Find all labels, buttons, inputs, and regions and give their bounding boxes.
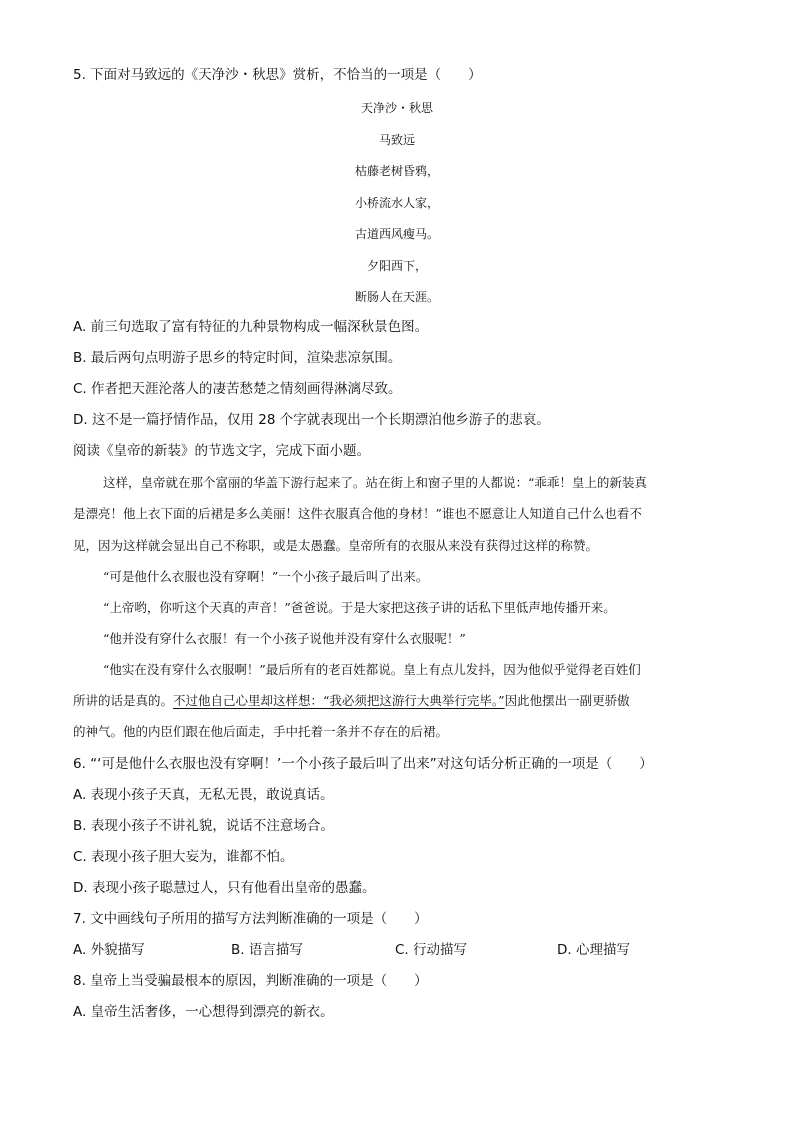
q7-option-b: B. 语言描写: [231, 942, 303, 958]
poem-line: 断肠人在天涯。: [354, 290, 439, 304]
passage-line: [73, 692, 630, 710]
q5-option-b: B. 最后两句点明游子思乡的特定时间，渲染悲凉氛围。: [73, 350, 402, 366]
passage-line: “可是他什么衣服也没有穿啊！”一个小孩子最后叫了出来。: [103, 569, 429, 584]
poem-line: 小桥流水人家，: [354, 196, 439, 210]
q6-option-b: B. 表现小孩子不讲礼貌，说话不注意场合。: [73, 818, 334, 834]
q7-option-d: D. 心理描写: [557, 942, 630, 958]
q8-stem: 8. 皇帝上当受骗最根本的原因，判断准确的一项是（ ）: [73, 973, 428, 989]
q5-option-c: C. 作者把天涯沦落人的凄苦愁楚之情刻画得淋漓尽致。: [73, 381, 402, 397]
q5-option-a: A. 前三句选取了富有特征的九种景物构成一幅深秋景色图。: [73, 319, 429, 335]
passage-text: 因此他摆出一副更骄傲: [504, 693, 630, 708]
passage-text: 所讲的话是真的。: [73, 693, 174, 708]
q8-option-a: A. 皇帝生活奢侈，一心想得到漂亮的新衣。: [73, 1004, 334, 1020]
q6-option-a: A. 表现小孩子天真，无私无畏，敢说真话。: [73, 787, 334, 803]
q6-stem: 6. “‘可是他什么衣服也没有穿啊！’一个小孩子最后叫了出来”对这句话分析正确的一项是（ ）: [73, 756, 653, 772]
q6-option-c: C. 表现小孩子胆大妄为，谁都不怕。: [73, 849, 294, 865]
passage-line: 是漂亮！他上衣下面的后裙是多么美丽！这件衣服真合他的身材！”谁也不愿意让人知道自己什么也看不: [73, 506, 642, 521]
poem-title: 天净沙・秋思: [360, 101, 433, 115]
passage-line: “上帝哟，你听这个天真的声音！”爸爸说。于是大家把这孩子讲的话私下里低声地传播开来。: [103, 600, 616, 615]
q7-options-row: [73, 941, 713, 959]
reading-intro: 阅读《皇帝的新装》的节选文字，完成下面小题。: [73, 443, 370, 459]
passage-line: 见，因为这样就会显出自己不称职，或是太愚蠢。皇帝所有的衣服从来没有获得过这样的称赞。: [73, 538, 599, 553]
poem-line: 枯藤老树昏鸦，: [354, 164, 439, 178]
q5-stem: 5. 下面对马致远的《天净沙・秋思》赏析，不恰当的一项是（ ）: [73, 67, 482, 83]
passage-line: “他实在没有穿什么衣服啊！”最后所有的老百姓都说。皇上有点儿发抖，因为他似乎觉得老百姓们: [103, 662, 641, 677]
underlined-sentence: 不过他自己心里却这样想：“我必须把这游行大典举行完毕。”: [173, 693, 505, 708]
q7-option-c: C. 行动描写: [395, 942, 468, 958]
poem-author: 马致远: [378, 133, 415, 147]
poem-line: 夕阳西下，: [366, 259, 427, 273]
passage-line: 这样，皇帝就在那个富丽的华盖下游行起来了。站在街上和窗子里的人都说：“乖乖！皇上的新装真: [103, 475, 647, 490]
passage-line: “他并没有穿什么衣服！有一个小孩子说他并没有穿什么衣服呢！”: [103, 631, 466, 646]
q7-stem: 7. 文中画线句子所用的描写方法判断准确的一项是（ ）: [73, 911, 428, 927]
passage-line: 的神气。他的内臣们跟在他后面走，手中托着一条并不存在的后裙。: [73, 724, 449, 739]
q6-option-d: D. 表现小孩子聪慧过人，只有他看出皇帝的愚蠢。: [73, 880, 376, 896]
q5-option-d: D. 这不是一篇抒情作品，仅用 28 个字就表现出一个长期漂泊他乡游子的悲哀。: [73, 412, 550, 428]
q7-option-a: A. 外貌描写: [73, 942, 145, 958]
poem-line: 古道西风瘦马。: [354, 227, 439, 241]
